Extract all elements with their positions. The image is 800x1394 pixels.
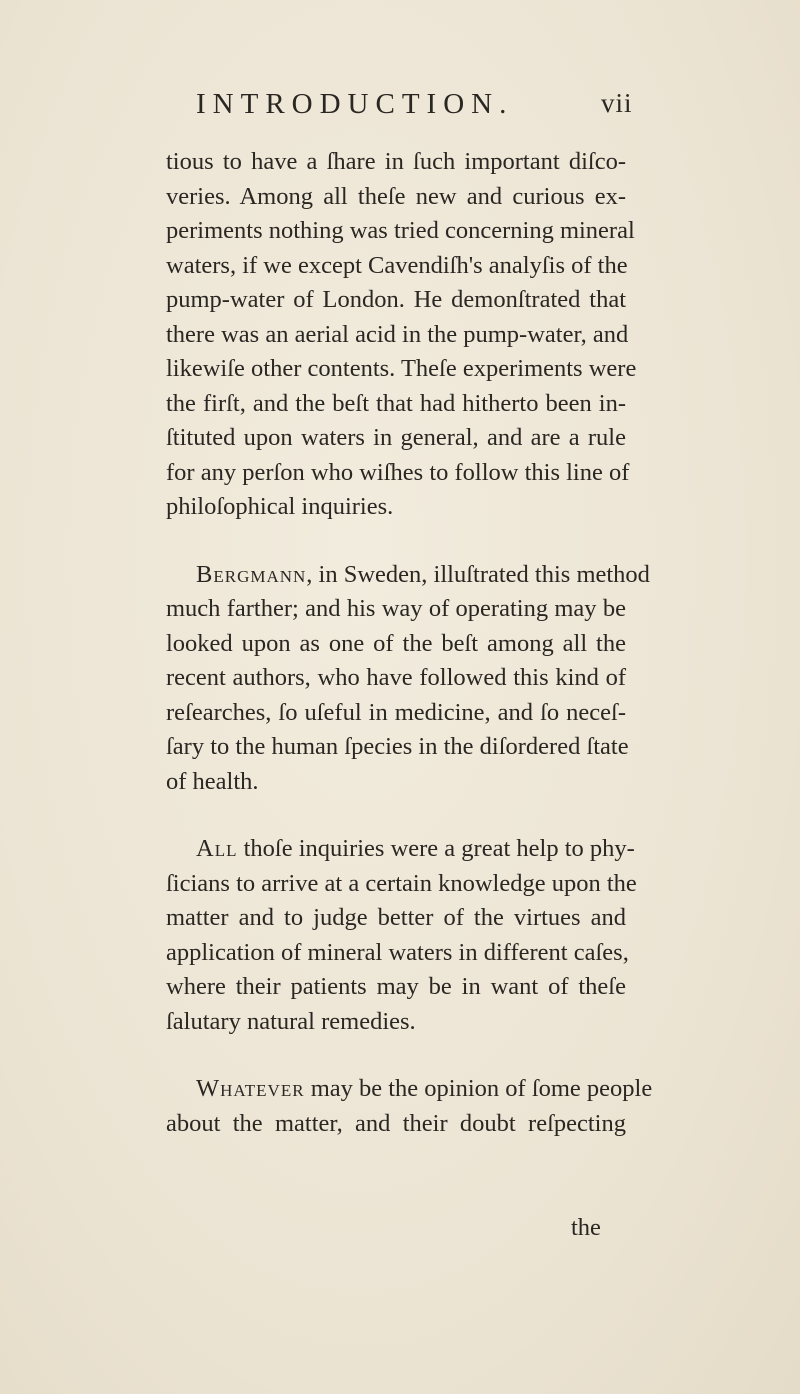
- text-line: periments nothing was tried concerning mineral: [166, 217, 635, 244]
- text-fragment: may be the opinion of ſome people: [304, 1075, 653, 1102]
- body-text: [166, 145, 653, 1174]
- paragraph-3: [166, 832, 637, 1039]
- text-line: the firſt, and the beſt that had hitherto been in-: [166, 389, 626, 417]
- text-line: where their patients may be in want of theſe: [166, 973, 626, 1000]
- text-line: matter and to judge better of the virtues and: [166, 904, 626, 931]
- text-line: ſalutary natural remedies.: [166, 1007, 416, 1035]
- page-number: vii: [601, 88, 633, 118]
- text-line: waters, if we except Cavendiſh's analyſis of the: [166, 251, 628, 279]
- running-head: [196, 88, 656, 128]
- text-line: [166, 558, 650, 593]
- text-line: [166, 1072, 653, 1107]
- text-line: pump-water of London. He demonſtrated that: [166, 286, 626, 313]
- text-line: much farther; and his way of operating may be: [166, 595, 626, 622]
- paragraph-1: [166, 145, 637, 525]
- text-line: ſary to the human ſpecies in the diſordered ſtate: [166, 733, 629, 760]
- text-line: there was an aerial acid in the pump-water, and: [166, 320, 629, 348]
- text-fragment: thoſe inquiries were a great help to phy-: [237, 835, 635, 862]
- text-line: looked upon as one of the beſt among all the: [166, 629, 626, 657]
- running-head-title: INTRODUCTION.: [196, 88, 514, 120]
- text-line: ſtituted upon waters in general, and are a rule: [166, 424, 626, 451]
- catchword: the: [571, 1214, 601, 1241]
- text-line: likewiſe other contents. Theſe experiments were: [166, 355, 637, 382]
- text-line: recent authors, who have followed this kind of: [166, 664, 626, 691]
- paragraph-lead-word: All: [196, 835, 238, 862]
- text-line: for any perſon who wiſhes to follow this line of: [166, 458, 630, 486]
- text-line: tious to have a ſhare in ſuch important diſco-: [166, 148, 626, 175]
- text-line: [166, 832, 635, 867]
- text-line: philoſophical inquiries.: [166, 493, 394, 520]
- text-line: veries. Among all theſe new and curious ex-: [166, 182, 626, 210]
- text-line: ſicians to arrive at a certain knowledge upon the: [166, 869, 637, 897]
- text-line: of health.: [166, 767, 259, 795]
- paragraph-lead-word: Bergmann: [196, 560, 307, 588]
- text-fragment: , in Sweden, illuſtrated this method: [306, 560, 650, 588]
- text-line: about the matter, and their doubt reſpecting: [166, 1109, 626, 1137]
- paragraph-2: [166, 558, 650, 800]
- text-line: reſearches, ſo uſeful in medicine, and ſo neceſ-: [166, 698, 626, 726]
- paragraph-4: [166, 1072, 653, 1141]
- paragraph-lead-word: Whatever: [196, 1075, 305, 1102]
- text-line: application of mineral waters in different caſes,: [166, 938, 629, 966]
